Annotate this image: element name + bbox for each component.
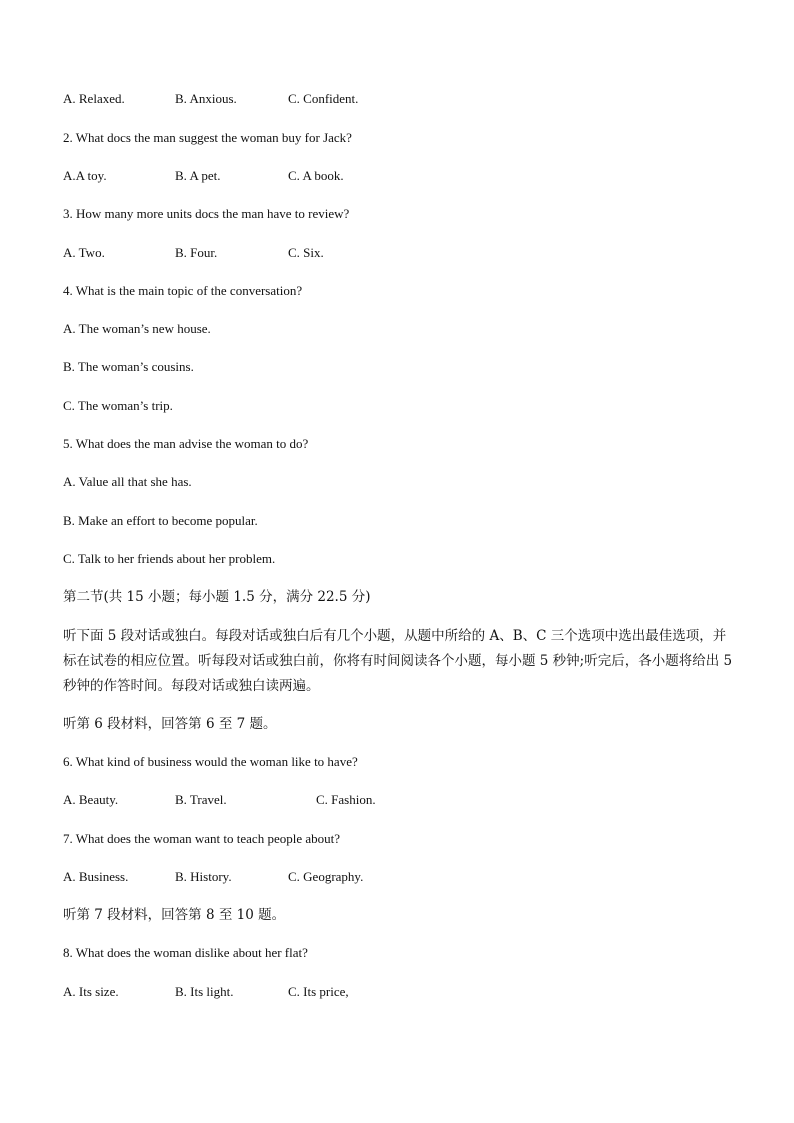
- q1-option-a: A. Relaxed.: [63, 91, 125, 106]
- q6-option-c: C. Fashion.: [316, 792, 376, 807]
- q7-option-c: C. Geography.: [288, 869, 364, 884]
- q8-question: 8. What does the woman dislike about her flat?: [63, 945, 308, 960]
- q2-option-b: B. A pet.: [175, 168, 221, 183]
- q7-question: 7. What does the woman want to teach people about?: [63, 831, 341, 846]
- q2-option-c: C. A book.: [288, 168, 344, 183]
- q6-option-b: B. Travel.: [175, 792, 227, 807]
- q3-question: 3. How many more units docs the man have to review?: [63, 206, 350, 221]
- q1-option-c: C. Confident.: [288, 91, 359, 106]
- material7-intro: 听第 7 段材料，回答第 8 至 10 题。: [63, 907, 286, 923]
- q6-question: 6. What kind of business would the woman like to have?: [63, 754, 358, 769]
- q1-option-b: B. Anxious.: [175, 91, 237, 106]
- q3-option-b: B. Four.: [175, 245, 218, 260]
- section2-heading: 第二节(共 15 小题；每小题 1.5 分，满分 22.5 分): [63, 589, 371, 605]
- q5-option-a: A. Value all that she has.: [63, 474, 192, 489]
- q2-question: 2. What docs the man suggest the woman buy for Jack?: [63, 130, 352, 145]
- q7-option-b: B. History.: [175, 869, 232, 884]
- q3-option-c: C. Six.: [288, 245, 324, 260]
- section2-instructions: 听下面 5 段对话或独白。每段对话或独白后有几个小题，从题中所给的 A、B、C 三个选项中选出最佳选项，并标在试卷的相应位置。听每段对话或独白前，你将有时间阅读各个小题，每小题 5 秒钟;听完后，各小题将给出 5 秒钟的作答时间。每段对话或独白读两遍。: [63, 628, 733, 694]
- q4-option-b: B. The woman’s cousins.: [63, 359, 194, 374]
- q5-option-c: C. Talk to her friends about her problem.: [63, 551, 276, 566]
- q5-option-b: B. Make an effort to become popular.: [63, 513, 258, 528]
- q8-option-c: C. Its price,: [288, 984, 349, 999]
- q3-option-a: A. Two.: [63, 245, 105, 260]
- material6-intro: 听第 6 段材料，回答第 6 至 7 题。: [63, 716, 277, 732]
- q4-option-c: C. The woman’s trip.: [63, 398, 173, 413]
- q8-option-b: B. Its light.: [175, 984, 234, 999]
- q4-question: 4. What is the main topic of the conversation?: [63, 283, 303, 298]
- q6-option-a: A. Beauty.: [63, 792, 119, 807]
- q8-option-a: A. Its size.: [63, 984, 119, 999]
- q4-option-a: A. The woman’s new house.: [63, 321, 211, 336]
- q7-option-a: A. Business.: [63, 869, 129, 884]
- q2-option-a: A.A toy.: [63, 168, 107, 183]
- q5-question: 5. What does the man advise the woman to do?: [63, 436, 309, 451]
